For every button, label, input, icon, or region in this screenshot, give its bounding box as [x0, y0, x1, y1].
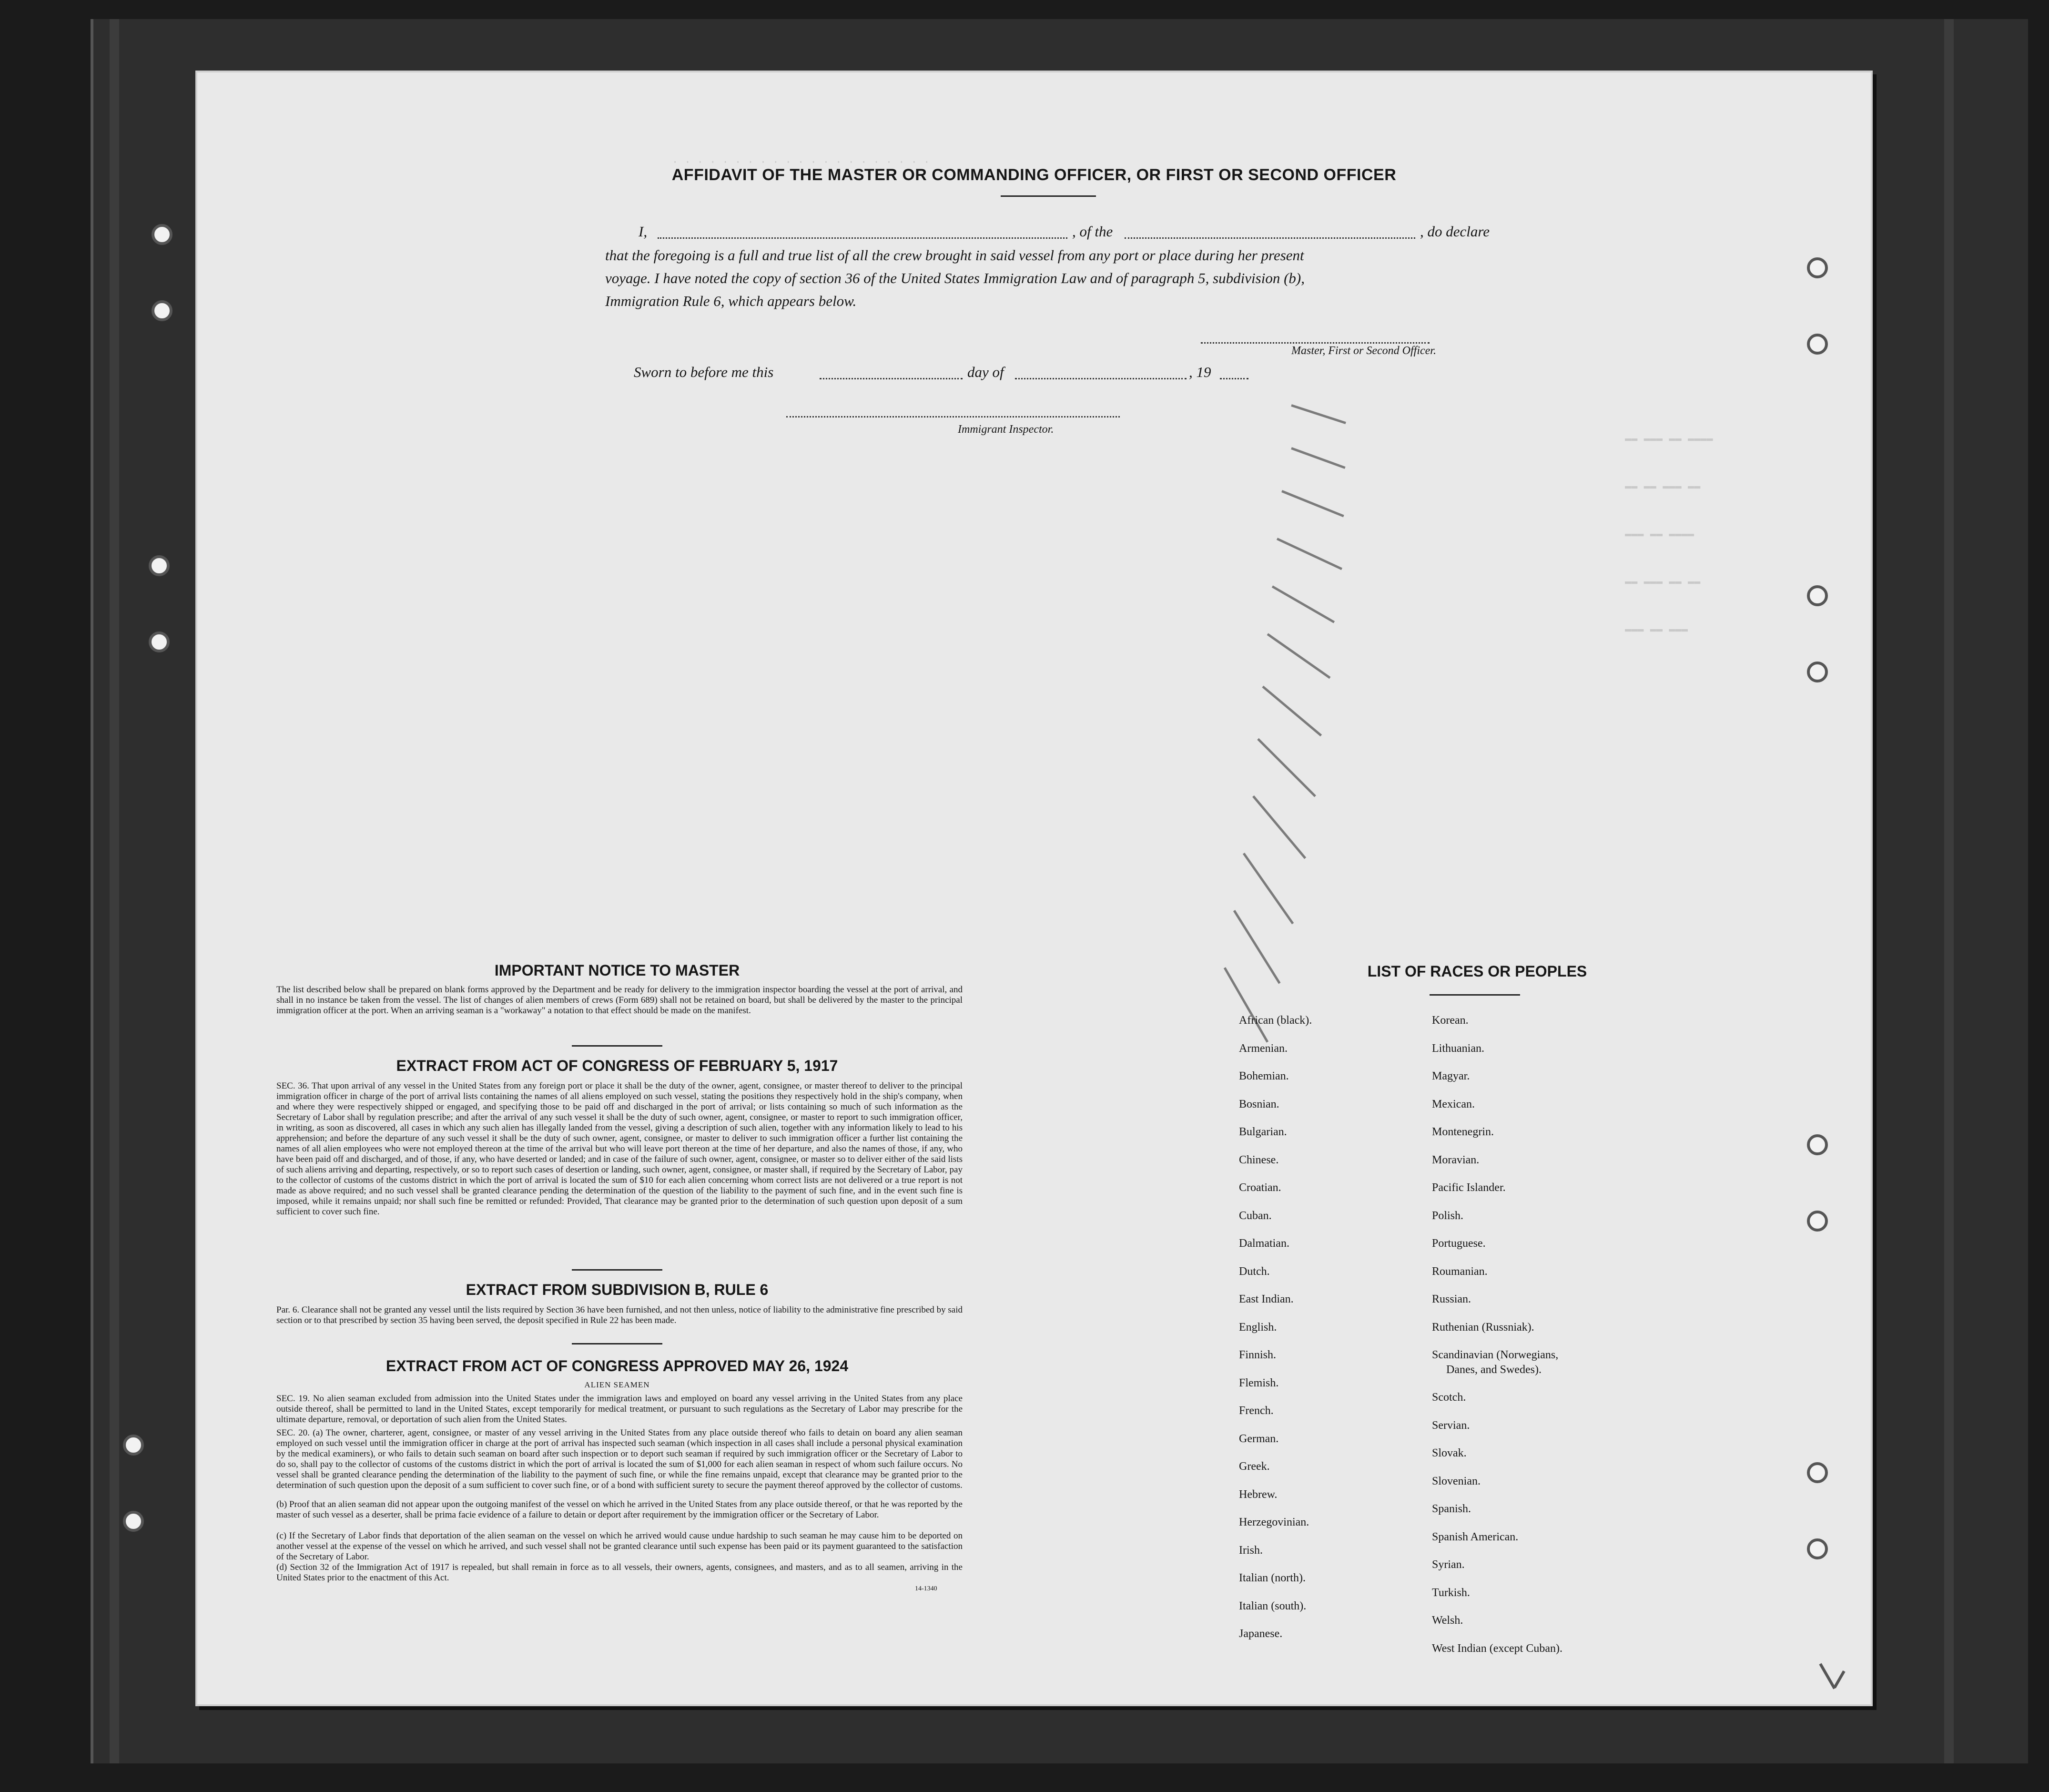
affidavit-body-2: voyage. I have noted the copy of section 36 of the United States Immigration Law and of paragraph 5, subdivision (b),	[605, 270, 1305, 286]
title-rule	[1001, 195, 1096, 197]
bleed-through: ▬▬ ▬▬ ▬▬▬ ▬▬	[1625, 480, 1701, 492]
race-item: Ruthenian (Russniak).	[1432, 1321, 1534, 1334]
handwritten-mark	[1291, 447, 1345, 469]
race-item: Armenian.	[1239, 1042, 1288, 1055]
race-item: Russian.	[1432, 1293, 1471, 1305]
vessel-name-line[interactable]	[1125, 237, 1415, 239]
race-item: Korean.	[1432, 1014, 1469, 1027]
race-item: Japanese.	[1239, 1628, 1283, 1640]
race-item: Italian (south).	[1239, 1599, 1307, 1612]
race-item: Spanish American.	[1432, 1530, 1519, 1543]
binder-hole	[1807, 585, 1828, 606]
race-item: Dutch.	[1239, 1265, 1270, 1278]
handwritten-mark	[1257, 738, 1316, 797]
extract-1924-subtitle: ALIEN SEAMEN	[584, 1380, 650, 1389]
race-item: Polish.	[1432, 1209, 1464, 1222]
race-item: Scandinavian (Norwegians,	[1432, 1349, 1559, 1361]
binder-edge	[110, 19, 119, 1763]
race-item: Cuban.	[1239, 1209, 1272, 1222]
race-item: Bosnian.	[1239, 1098, 1279, 1110]
race-item: Pacific Islander.	[1432, 1181, 1506, 1194]
year-label: , 19	[1189, 364, 1211, 380]
inspector-caption: Immigrant Inspector.	[958, 423, 1054, 436]
sworn-year-line[interactable]	[1220, 378, 1248, 379]
race-item: French.	[1239, 1405, 1274, 1417]
section-rule	[572, 1045, 662, 1047]
declarant-label: I,	[639, 223, 648, 240]
race-item: Danes, and Swedes).	[1446, 1363, 1542, 1376]
race-item: Scotch.	[1432, 1391, 1466, 1404]
binder-hole	[1807, 662, 1828, 682]
race-item: Spanish.	[1432, 1503, 1471, 1515]
race-item: African (black).	[1239, 1014, 1312, 1027]
affidavit-body-3: Immigration Rule 6, which appears below.	[605, 293, 857, 309]
officer-signature-caption: Master, First or Second Officer.	[1291, 345, 1436, 357]
race-item: Magyar.	[1432, 1070, 1470, 1082]
handwritten-mark	[1252, 795, 1306, 859]
race-item: Mexican.	[1432, 1098, 1475, 1110]
handwritten-mark	[1281, 490, 1344, 517]
race-item: Portuguese.	[1432, 1237, 1486, 1250]
handwritten-check-mark	[1833, 1670, 1845, 1689]
section-rule	[572, 1343, 662, 1344]
race-item: Italian (north).	[1239, 1572, 1306, 1584]
handwritten-mark	[1267, 633, 1331, 679]
affidavit-title: AFFIDAVIT OF THE MASTER OR COMMANDING OFFICER, OR FIRST OR SECOND OFFICER	[671, 166, 1397, 184]
race-item: Slovak.	[1432, 1447, 1467, 1459]
bleed-through: ▬▬ ▬▬▬ ▬▬ ▬▬▬▬	[1625, 433, 1713, 445]
handwritten-mark	[1243, 853, 1294, 924]
extract-1924-title: EXTRACT FROM ACT OF CONGRESS APPROVED MAY 26, 1924	[385, 1357, 849, 1375]
race-item: Irish.	[1239, 1544, 1263, 1557]
race-item: Bulgarian.	[1239, 1126, 1287, 1138]
handwritten-mark	[1291, 404, 1346, 424]
extract-1924-sec20b: (b) Proof that an alien seaman did not appear upon the outgoing manifest of the vessel on which he arrived in the United States from any place outside thereof, or that he was reported by the master of such vessel as a deserter, shall be prima facie evidence of a failure to detain or deport after requirement by the immigration officer or the Secretary of Labor.	[276, 1499, 963, 1520]
race-item: Moravian.	[1432, 1153, 1480, 1166]
binder-hole	[123, 1511, 144, 1532]
race-item: English.	[1239, 1321, 1277, 1334]
race-item: Herzegovinian.	[1239, 1516, 1309, 1528]
handwritten-check-mark	[1819, 1663, 1836, 1690]
binder-hole	[152, 300, 172, 321]
race-item: Chinese.	[1239, 1153, 1279, 1166]
handwritten-mark	[1277, 538, 1342, 570]
extract-1924-sec20a: SEC. 20. (a) The owner, charterer, agent, consignee, or master of any vessel arriving in the United States from any place outside thereof who fails to detain on board any alien seaman employed on such vessel until the immigration officer in charge at the port of arrival has inspected such seaman (which inspection in all cases shall include a personal physical examination by the medical examiners), or who fails to detain such seaman on board after such inspection or to deport such seaman if required by such immigration officer or the Secretary of Labor to do so, shall pay to the collector of customs of the customs district in which the port of arrival is located the sum of $1,000 for each alien seaman in respect of whom such failure occurs. No vessel shall be granted clearance pending the determination of the liability to the payment of such fine, or while the fine remains unpaid, except that clearance may be granted prior to the determination of such question upon the deposit of a sum sufficient to cover such fine, or of a bond with sufficient surety to secure the payment thereof approved by the collector of customs.	[276, 1428, 963, 1490]
handwritten-mark	[1272, 585, 1335, 623]
binder-hole	[1807, 334, 1828, 355]
extract-rule6-text: Par. 6. Clearance shall not be granted any vessel until the lists required by Section 36 have been furnished, and not then unless, notice of liability to the administrative fine prescribed by said section or to that prescribed by section 35 having been served, the deposit specified in Rule 22 has been made.	[276, 1305, 963, 1325]
race-item: German.	[1239, 1432, 1279, 1445]
race-item: Greek.	[1239, 1460, 1270, 1473]
extract-1924-sec19: SEC. 19. No alien seaman excluded from admission into the United States under the immigration laws and employed on board any vessel arriving in the United States from any place outside thereof, shall be permitted to land in the United States, except temporarily for medical treatment, or pursuant to such regulations as the Secretary of Labor may prescribe for the ultimate departure, removal, or deportation of such alien from the United States.	[276, 1394, 963, 1425]
race-item: East Indian.	[1239, 1293, 1294, 1305]
binder-hole	[123, 1435, 144, 1456]
binder-hole	[1807, 1462, 1828, 1483]
of-the-label: , of the	[1072, 223, 1113, 240]
notice-title: IMPORTANT NOTICE TO MASTER	[494, 962, 740, 979]
extract-1924-sec20c: (c) If the Secretary of Labor finds that deportation of the alien seaman on the vessel on which he arrived would cause undue hardship to such seaman he may cause him to be deported on another vessel at the expense of the vessel on which he arrived, and such vessel shall not be granted clearance until such expense has been paid or its payment guaranteed to the satisfaction of the Secretary of Labor.	[276, 1531, 963, 1562]
day-of-label: day of	[967, 364, 1004, 380]
binder-hole	[149, 555, 170, 576]
race-item: Bohemian.	[1239, 1070, 1289, 1082]
race-item: West Indian (except Cuban).	[1432, 1642, 1562, 1655]
race-item: Roumanian.	[1432, 1265, 1488, 1278]
race-item: Flemish.	[1239, 1376, 1279, 1389]
extract-rule6-title: EXTRACT FROM SUBDIVISION B, RULE 6	[466, 1281, 769, 1298]
binder-hole	[1807, 1211, 1828, 1232]
race-item: Montenegrin.	[1432, 1126, 1494, 1138]
races-title: LIST OF RACES OR PEOPLES	[1367, 963, 1587, 980]
form-page	[195, 71, 1873, 1706]
form-number: 14-1340	[915, 1585, 937, 1592]
race-item: Dalmatian.	[1239, 1237, 1289, 1250]
section-rule	[1430, 994, 1520, 996]
notice-text: The list described below shall be prepared on blank forms approved by the Department and be ready for delivery to the immigration inspector boarding the vessel at the port of arrival, and shall in no instance be taken from the vessel. The list of changes of alien members of crews (Form 689) shall not be retained on board, but shall be delivered by the master to the principal immigration officer at the port. When an arriving seaman is a "workaway" a notation to that effect should be made on the manifest.	[276, 985, 963, 1016]
race-item: Croatian.	[1239, 1181, 1281, 1194]
bleed-through: ▬▬▬ ▬▬ ▬▬▬	[1625, 623, 1688, 635]
binder-hole	[1807, 1134, 1828, 1155]
race-item: Lithuanian.	[1432, 1042, 1484, 1055]
binder-hole	[1807, 1538, 1828, 1559]
race-item: Finnish.	[1239, 1349, 1277, 1361]
binder-hole	[152, 224, 172, 245]
race-item: Turkish.	[1432, 1586, 1470, 1599]
sworn-label: Sworn to before me this	[634, 364, 774, 380]
binder-hole	[149, 631, 170, 652]
binder-edge	[1944, 19, 1954, 1763]
declarant-name-line[interactable]	[658, 237, 1067, 239]
bleed-through: ▬▬ ▬▬▬ ▬▬ ▬▬	[1625, 576, 1701, 588]
bleed-through: · · · · · · · · · · · · · · · · · · · · ·	[672, 156, 930, 168]
sworn-day-line[interactable]	[820, 378, 963, 379]
declare-label: , do declare	[1420, 223, 1490, 240]
affidavit-body-1: that the foregoing is a full and true list of all the crew brought in said vessel from any port or place during her present	[605, 247, 1304, 264]
race-item: Servian.	[1432, 1419, 1470, 1432]
officer-signature-line[interactable]	[1201, 342, 1430, 344]
race-item: Welsh.	[1432, 1614, 1463, 1627]
race-item: Syrian.	[1432, 1558, 1465, 1571]
handwritten-mark	[1262, 686, 1322, 737]
race-item: Hebrew.	[1239, 1488, 1278, 1501]
inspector-signature-line[interactable]	[786, 416, 1120, 417]
binder-hole	[1807, 257, 1828, 278]
race-item: Slovenian.	[1432, 1475, 1481, 1487]
extract-1917-title: EXTRACT FROM ACT OF CONGRESS OF FEBRUARY 5, 1917	[396, 1057, 838, 1074]
sworn-month-line[interactable]	[1015, 378, 1187, 379]
extract-1917-text: SEC. 36. That upon arrival of any vessel in the United States from any foreign port or place it shall be the duty of the owner, agent, consignee, or master thereof to deliver to the principal immigration officer in charge of the port of arrival lists containing the names of all aliens employed on such vessel, stating the positions they respectively hold in the ship's company, when and where they were respectively shipped or engaged, and specifying those to be paid off and discharged in the port of arrival; or lists containing so much of such information as the Secretary of Labor shall by regulation prescribe; and after the arrival of any such vessel it shall be the duty of such owner, agent, consignee, or master to report to such immigration officer, in writing, as soon as discovered, all cases in which any such alien has illegally landed from the vessel, giving a description of such alien, together with any information likely to lead to his apprehension; and before the departure of any such vessel it shall be the duty of such owner, agent, consignee, or master to deliver to such immigration officer a further list containing the names of all alien employees who were not employed thereon at the time of the arrival but who will leave port thereon at the time of her departure, and also the names of those, if any, who have been paid off and discharged, and of those, if any, who have deserted or landed; and in case of the failure of such owner, agent, consignee, or master so to deliver either of the said lists of such aliens arriving and departing, respectively, or so to report such cases of desertion or landing, such owner, agent, consignee, or master shall, if required by the Secretary of Labor, pay to the collector of customs of the customs district in which the port of arrival is located the sum of $10 for each alien concerning whom correct lists are not delivered or a true report is not made as above required; and no such vessel shall be granted clearance pending the determination of the question of the liability to the payment of such fine, and in the event such fine is imposed, while it remains unpaid; nor shall such fine be remitted or refunded: Provided, That clearance may be granted prior to the determination of such question upon deposit of a sum sufficient to cover such fine.	[276, 1081, 963, 1217]
section-rule	[572, 1269, 662, 1271]
bleed-through: ▬▬▬ ▬▬ ▬▬▬▬	[1625, 528, 1694, 540]
extract-1924-sec20d: (d) Section 32 of the Immigration Act of 1917 is repealed, but shall remain in force as to all vessels, their owners, agents, consignees, and masters, and as to all seamen, arriving in the United States prior to the enactment of this Act.	[276, 1562, 963, 1583]
